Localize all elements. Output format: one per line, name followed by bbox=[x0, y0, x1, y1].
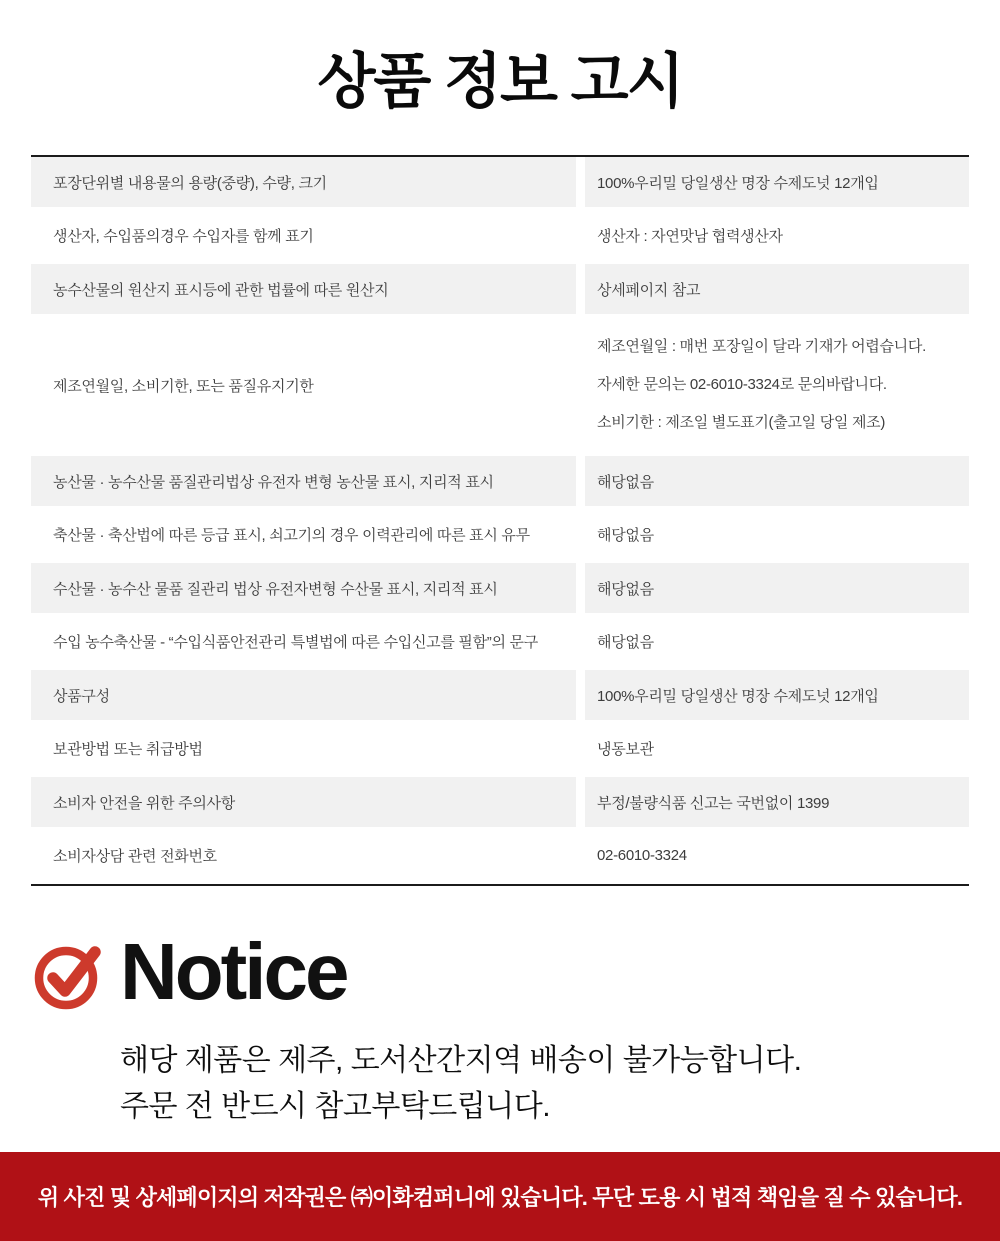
table-row bbox=[31, 207, 969, 264]
table-row bbox=[31, 456, 969, 506]
table-row bbox=[31, 827, 969, 884]
product-info-table bbox=[31, 155, 969, 886]
column-gutter bbox=[576, 264, 585, 314]
footer-text: 위 사진 및 상세페이지의 저작권은 ㈜이화컴퍼니에 있습니다. 무단 도용 시 법적 책임을 질 수 있습니다. bbox=[37, 1185, 963, 1210]
table-cell-value: 100%우리밀 당일생산 명장 수제도넛 12개입 bbox=[585, 157, 969, 207]
table-cell-value: 부정/불량식품 신고는 국번없이 1399 bbox=[585, 777, 969, 827]
table-row bbox=[31, 157, 969, 207]
column-gutter bbox=[576, 670, 585, 720]
table-cell-value: 생산자 : 자연맛남 협력생산자 bbox=[597, 228, 783, 245]
notice-section bbox=[33, 927, 1000, 1016]
table-cell-value: 02-6010-3324 bbox=[597, 847, 687, 864]
table-cell-label: 축산물 · 축산법에 따른 등급 표시, 쇠고기의 경우 이력관리에 따른 표시 유무 bbox=[53, 527, 530, 544]
table-cell-label: 농수산물의 원산지 표시등에 관한 법률에 따른 원산지 bbox=[31, 264, 576, 314]
table-cell-label: 수입 농수축산물 - “수입식품안전관리 특별법에 따른 수입신고를 필함”의 문구 bbox=[53, 634, 538, 651]
column-gutter bbox=[576, 720, 585, 777]
table-cell-value: 100%우리밀 당일생산 명장 수제도넛 12개입 bbox=[585, 670, 969, 720]
notice-text-line: 해당 제품은 제주, 도서산간지역 배송이 불가능합니다. bbox=[120, 1044, 802, 1077]
table-cell-value: 해당없음 bbox=[585, 456, 969, 506]
column-gutter bbox=[576, 157, 585, 207]
table-cell-value: 상세페이지 참고 bbox=[585, 264, 969, 314]
table-cell-value: 해당없음 bbox=[597, 527, 654, 544]
column-gutter bbox=[576, 777, 585, 827]
table-cell-value: 해당없음 bbox=[585, 563, 969, 613]
table-row bbox=[31, 264, 969, 314]
table-row bbox=[31, 777, 969, 827]
check-circle-icon bbox=[33, 934, 105, 1010]
table-cell-label: 소비자 안전을 위한 주의사항 bbox=[31, 777, 576, 827]
table-cell-label: 소비자상담 관련 전화번호 bbox=[53, 848, 217, 865]
table-cell-value: 해당없음 bbox=[597, 634, 654, 651]
table-row bbox=[31, 720, 969, 777]
copyright-footer bbox=[0, 1152, 1000, 1241]
table-cell-label: 제조연월일, 소비기한, 또는 품질유지기한 bbox=[53, 377, 314, 395]
table-cell-label: 농산물 · 농수산물 품질관리법상 유전자 변형 농산물 표시, 지리적 표시 bbox=[31, 456, 576, 506]
table-cell-label: 상품구성 bbox=[31, 670, 576, 720]
table-row bbox=[31, 670, 969, 720]
table-cell-value: 냉동보관 bbox=[597, 741, 654, 758]
table-cell-value-line: 제조연월일 : 매번 포장일이 달라 기재가 어렵습니다. bbox=[597, 338, 926, 355]
table-row bbox=[31, 613, 969, 670]
table-cell-value-line: 소비기한 : 제조일 별도표기(출고일 당일 제조) bbox=[597, 414, 886, 431]
table-row bbox=[31, 506, 969, 563]
table-cell-label: 보관방법 또는 취급방법 bbox=[53, 741, 203, 758]
column-gutter bbox=[576, 563, 585, 613]
notice-heading: Notice bbox=[120, 927, 347, 1016]
table-row bbox=[31, 563, 969, 613]
column-gutter bbox=[576, 207, 585, 264]
table-cell-label: 수산물 · 농수산 물품 질관리 법상 유전자변형 수산물 표시, 지리적 표시 bbox=[31, 563, 576, 613]
column-gutter bbox=[576, 456, 585, 506]
notice-text-line: 주문 전 반드시 참고부탁드립니다. bbox=[120, 1090, 551, 1123]
table-cell-value-line: 자세한 문의는 02-6010-3324로 문의바랍니다. bbox=[597, 376, 887, 393]
column-gutter bbox=[576, 827, 585, 884]
column-gutter bbox=[576, 506, 585, 563]
notice-text bbox=[120, 1038, 1000, 1130]
table-cell-label: 생산자, 수입품의경우 수입자를 함께 표기 bbox=[53, 228, 314, 245]
table-cell-value bbox=[585, 314, 969, 456]
page-title: 상품 정보 고시 bbox=[317, 48, 683, 115]
column-gutter bbox=[576, 613, 585, 670]
table-cell-label: 포장단위별 내용물의 용량(중량), 수량, 크기 bbox=[31, 157, 576, 207]
column-gutter bbox=[576, 314, 585, 456]
table-row bbox=[31, 314, 969, 456]
